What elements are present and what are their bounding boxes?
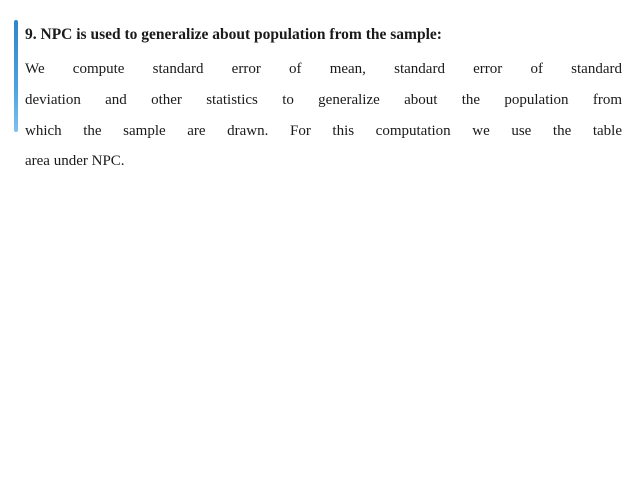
paragraph-line: area under NPC. <box>25 153 125 170</box>
paragraph-line: deviation and other statistics to generalize about the population from <box>25 91 622 108</box>
accent-bar <box>14 20 18 132</box>
paragraph-line: which the sample are drawn. For this computation we use the table <box>25 122 622 139</box>
section-heading: 9. NPC is used to generalize about population from the sample: <box>25 26 442 43</box>
slide-content <box>25 24 622 177</box>
body-paragraph <box>25 54 622 177</box>
paragraph-line: We compute standard error of mean, standard error of standard <box>25 61 622 77</box>
